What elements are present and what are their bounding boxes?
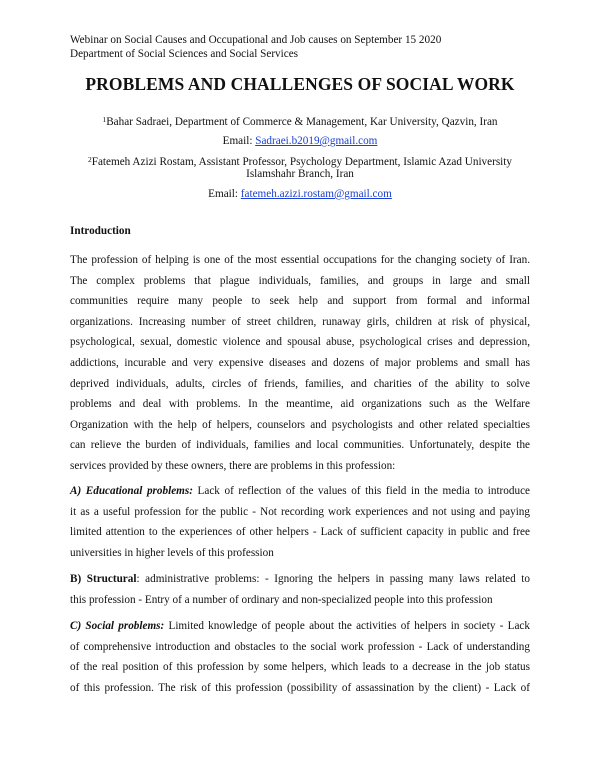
author-2-email-link[interactable]: fatemeh.azizi.rostam@gmail.com bbox=[240, 188, 392, 200]
author-1-superscript: 1 bbox=[102, 115, 107, 124]
intro-line: The profession of helping is one of the most essential occupations for the changing society of Iran. bbox=[70, 254, 530, 266]
intro-line: psychological, sexual, domestic violence and spousal abuse, psychological crises and depression, bbox=[70, 336, 530, 349]
educational-line: it as a useful profession for the public - Not recording work experiences and not using and paying bbox=[70, 505, 530, 518]
author-2-text: Fatemeh Azizi Rostam, Assistant Professor, Psychology Department, Islamic Azad University bbox=[91, 156, 512, 168]
social-lead: C) Social problems: bbox=[70, 620, 165, 632]
header-line-1: Webinar on Social Causes and Occupational and Job causes on September 15 2020 bbox=[70, 34, 442, 46]
educational-first-text: Lack of reflection of the values of this field in the media to introduce bbox=[192, 485, 530, 497]
author-1-email-label: Email: bbox=[222, 135, 256, 147]
intro-line: organizations. Increasing number of street children, runaway girls, children at risk of physical, bbox=[70, 315, 530, 328]
structural-lead: B) Structural bbox=[70, 573, 137, 585]
educational-first-line bbox=[70, 481, 530, 502]
social-first-text: Limited knowledge of people about the activities of helpers in society - Lack bbox=[164, 620, 530, 632]
introduction-paragraph bbox=[70, 250, 530, 477]
social-problems-paragraph bbox=[70, 616, 530, 698]
structural-first-line bbox=[70, 569, 530, 590]
educational-problems-paragraph bbox=[70, 481, 530, 563]
author-1-text: Bahar Sadraei, Department of Commerce & Management, Kar University, Qazvin, Iran bbox=[106, 116, 498, 128]
author-2-affiliation-cont: Islamshahr Branch, Iran bbox=[246, 168, 354, 180]
intro-line: can relieve the burden of individuals, families and local communities. Unfortunately, despite the bbox=[70, 439, 530, 452]
social-line: of the real position of this profession by some helpers, which leads to a decrease in the job status bbox=[70, 661, 530, 674]
intro-line: addictions, incurable and very expensive diseases and dozens of major problems and small has bbox=[70, 356, 530, 369]
intro-line: deprived individuals, adults, circles of friends, families, and charities of the ability to solve bbox=[70, 377, 530, 390]
intro-line: The complex problems that plague individuals, families, and groups in large and small bbox=[70, 274, 530, 287]
conference-header bbox=[70, 33, 441, 61]
educational-line: limited attention to the experiences of other helpers - Lack of sufficient capacity in public and free bbox=[70, 526, 530, 539]
educational-lead: A) Educational problems: bbox=[70, 485, 193, 497]
author-1-email-link[interactable]: Sadraei.b2019@gmail.com bbox=[255, 135, 378, 147]
author-2-email-label: Email: bbox=[208, 188, 241, 200]
social-first-line bbox=[70, 616, 530, 637]
author-2-superscript: 2 bbox=[87, 155, 92, 164]
author-1-affiliation bbox=[0, 113, 600, 129]
structural-first-text: : administrative problems: - Ignoring the helpers in passing many laws related to bbox=[136, 573, 531, 585]
author-1-email-line bbox=[0, 134, 600, 148]
social-line: of this profession. The risk of this profession (possibility of assassination by the client) - Lack of bbox=[70, 681, 530, 694]
structural-problems-paragraph bbox=[70, 569, 530, 610]
header-line-2: Department of Social Sciences and Social Services bbox=[70, 48, 299, 60]
intro-line: communities require many people to seek help and support from formal and informal bbox=[70, 295, 530, 308]
author-2-email-line bbox=[0, 187, 600, 201]
introduction-heading: Introduction bbox=[70, 225, 131, 237]
intro-line: Organization with the help of helpers, counselors and psychologists and other related specialties bbox=[70, 418, 530, 431]
intro-line: problems and deal with problems. In the meantime, aid organizations such as the Welfare bbox=[70, 398, 530, 411]
paper-title: PROBLEMS AND CHALLENGES OF SOCIAL WORK bbox=[85, 74, 515, 94]
educational-line: universities in higher levels of this profession bbox=[70, 546, 274, 559]
structural-line: this profession - Entry of a number of ordinary and non-specialized people into this profession bbox=[70, 593, 493, 606]
intro-line: services provided by these owners, there are problems in this profession: bbox=[70, 459, 396, 472]
social-line: of comprehensive introduction and obstacles to the social work profession - Lack of understanding bbox=[70, 640, 530, 653]
